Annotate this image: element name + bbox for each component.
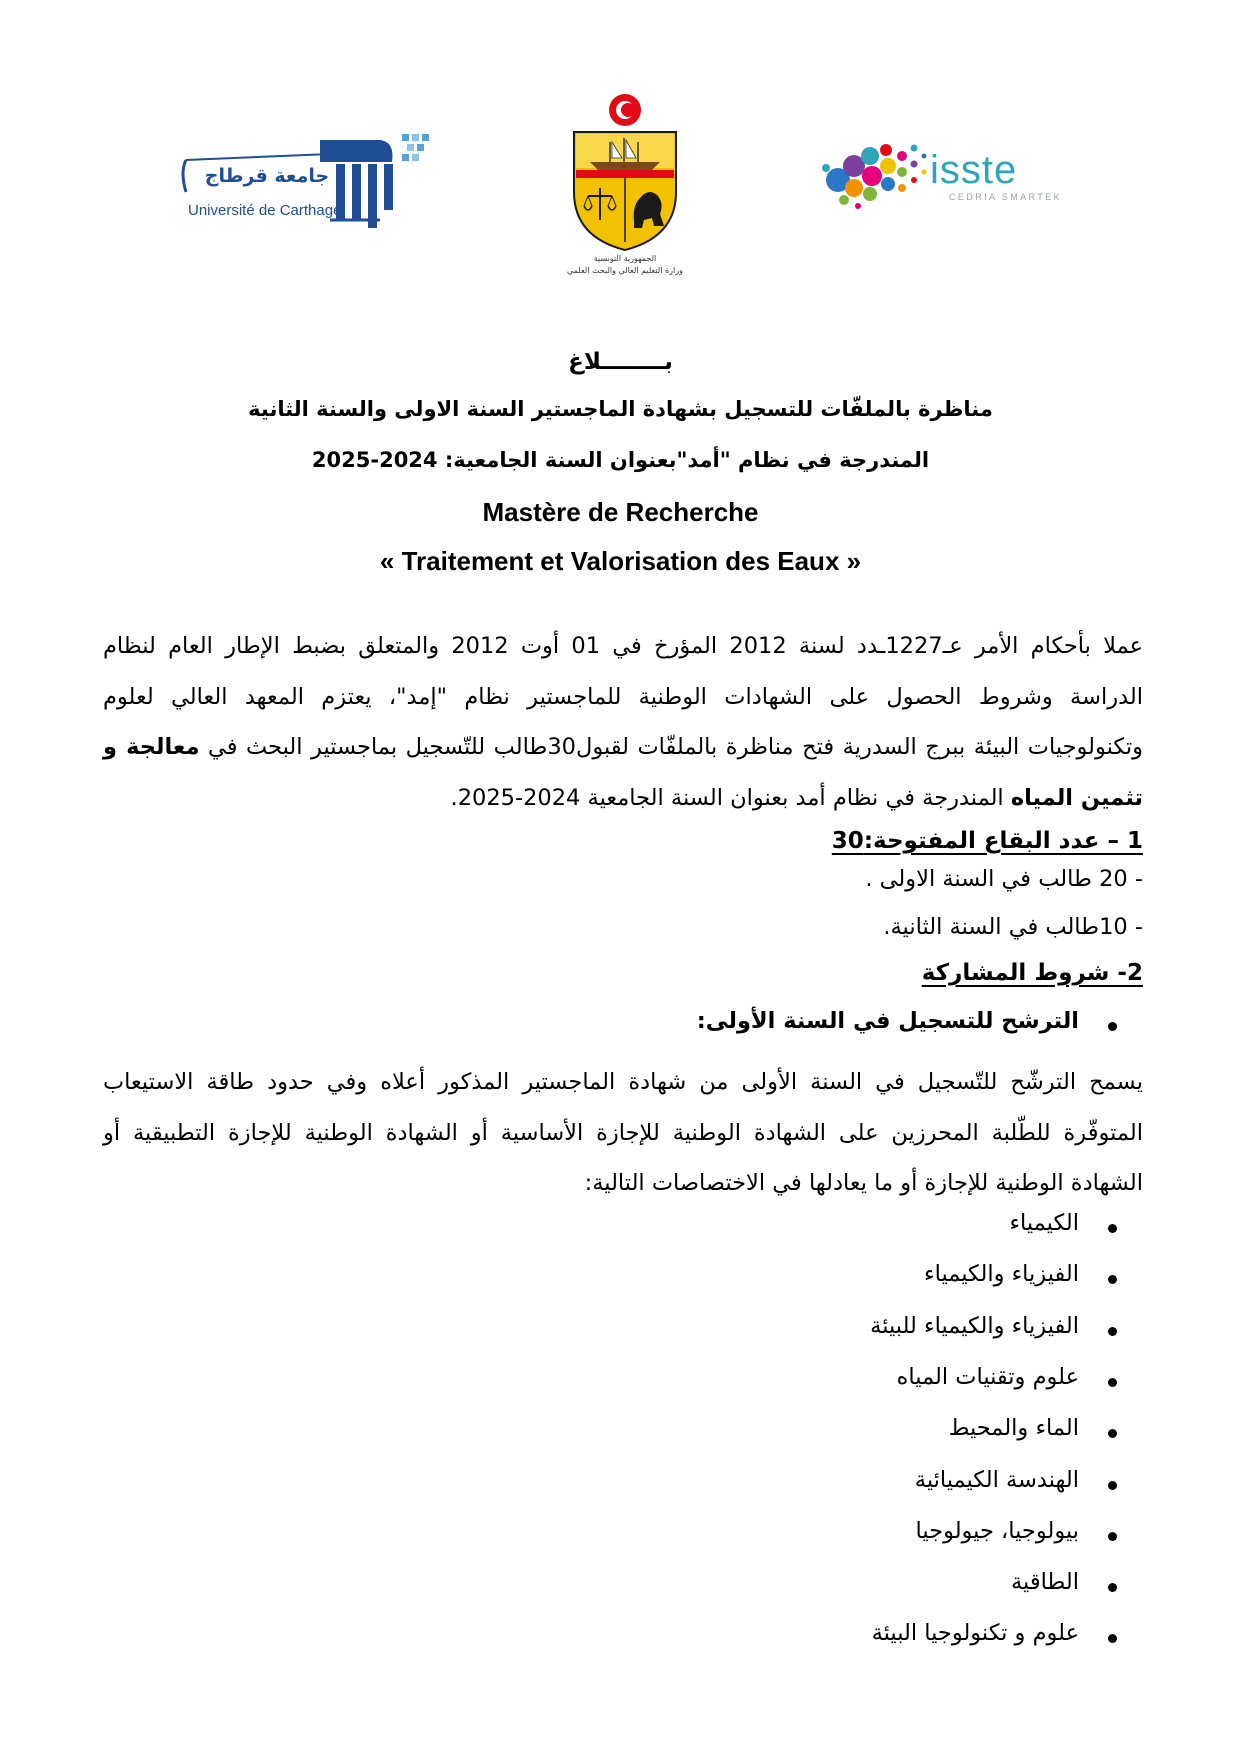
university-of-carthage-logo	[180, 132, 436, 244]
specialty-item: بيولوجيا، جيولوجيا	[915, 1517, 1079, 1544]
announcement-title: بــــــــلاغ	[568, 349, 673, 375]
specialty-item: علوم و تكنولوجيا البيئة	[871, 1620, 1079, 1647]
emblem-caption-republic: الجمهورية التونسية	[593, 254, 657, 263]
institute-subtitle: CEDRIA SMARTEK	[949, 192, 1062, 202]
seats-first-year: - 20 طالب في السنة الاولى .	[865, 866, 1143, 892]
university-name-arabic: جامعة قرطاج	[204, 165, 330, 187]
eligibility-paragraph: يسمح الترشّح للتّسجيل في السنة الأولى من شهادة الماجستير المذكور أعلاه وفي حدود طاقة الاستيعاب المتوفّرة للطّلبة المحرزين على الشهادة الوطنية للإجازة الأساسية أو الشهادة الوطنية للإجازة التطبيقية أو الشهادة الوطنية للإجازة أو ما يعادلها في الاختصاصات التالية:	[103, 1069, 1143, 1196]
competition-title-line1: مناظرة بالملفّات للتسجيل بشهادة الماجستير السنة الاولى والسنة الثانية	[248, 397, 993, 421]
coat-of-arms-icon	[560, 92, 690, 252]
program-title: « Traitement et Valorisation des Eaux »	[379, 546, 862, 576]
university-name-french: Université de Carthage	[188, 202, 342, 219]
intro-paragraph	[103, 621, 1143, 823]
specialty-item: الفيزياء والكيمياء	[924, 1261, 1079, 1288]
bullet-icon	[1108, 1532, 1117, 1541]
bullet-icon	[1108, 1224, 1117, 1233]
specialty-item: الطاقية	[1010, 1569, 1079, 1596]
brain-dots-icon	[818, 128, 933, 228]
carthage-columns-icon	[180, 132, 436, 244]
first-year-subheading: الترشح للتسجيل في السنة الأولى:	[696, 1008, 1079, 1034]
bullet-icon	[1108, 1327, 1117, 1336]
bullet-icon	[1108, 1275, 1117, 1284]
section2-heading: 2- شروط المشاركة	[921, 960, 1143, 986]
seats-second-year: - 10طالب في السنة الثانية.	[883, 914, 1143, 940]
tunisia-coat-of-arms	[560, 92, 690, 278]
specialty-item: الماء والمحيط	[948, 1415, 1079, 1442]
institute-name: isste	[930, 148, 1018, 192]
specialty-item: علوم وتقنيات المياه	[896, 1363, 1079, 1390]
bullet-icon	[1108, 1481, 1117, 1490]
intro-text: عملا بأحكام الأمر عـ1227ـدد لسنة 2012 المؤرخ في 01 أوت 2012 والمتعلق بضبط الإطار العام لنظام الدراسة وشروط الحصول على الشهادات الوطنية للماجستير نظام "إمد"، يعتزم المعهد العالي لعلوم وتكنولوجيات البيئة ببرج السدرية فتح مناظرة بالملفّات لقبول30طالب للتّسجيل بماجستير البحث في	[103, 633, 1144, 760]
bullet-icon	[1108, 1378, 1117, 1387]
specialty-item: الهندسة الكيميائية	[914, 1466, 1079, 1493]
bullet-icon	[1108, 1022, 1117, 1031]
intro-text-end: المندرجة في نظام أمد بعنوان السنة الجامعية 2024-2025.	[450, 784, 1011, 811]
specialty-item: الفيزياء والكيمياء للبيئة	[870, 1312, 1079, 1339]
section1-heading: 1 – عدد البقاع المفتوحة:30	[831, 828, 1143, 854]
emblem-caption-ministry: وزارة التعليم العالي والبحث العلمي	[567, 266, 683, 275]
bullet-icon	[1108, 1634, 1117, 1643]
intro-program-emphasis: معالجة و تثمين المياه	[103, 734, 1143, 811]
bullet-icon	[1108, 1429, 1117, 1438]
isste-logo	[818, 128, 1078, 228]
competition-title-line2: المندرجة في نظام "أمد"بعنوان السنة الجامعية: 2024-2025	[311, 448, 930, 472]
specialty-item: الكيمياء	[1009, 1210, 1079, 1236]
bullet-icon	[1108, 1583, 1117, 1592]
master-title: Mastère de Recherche	[482, 497, 759, 527]
